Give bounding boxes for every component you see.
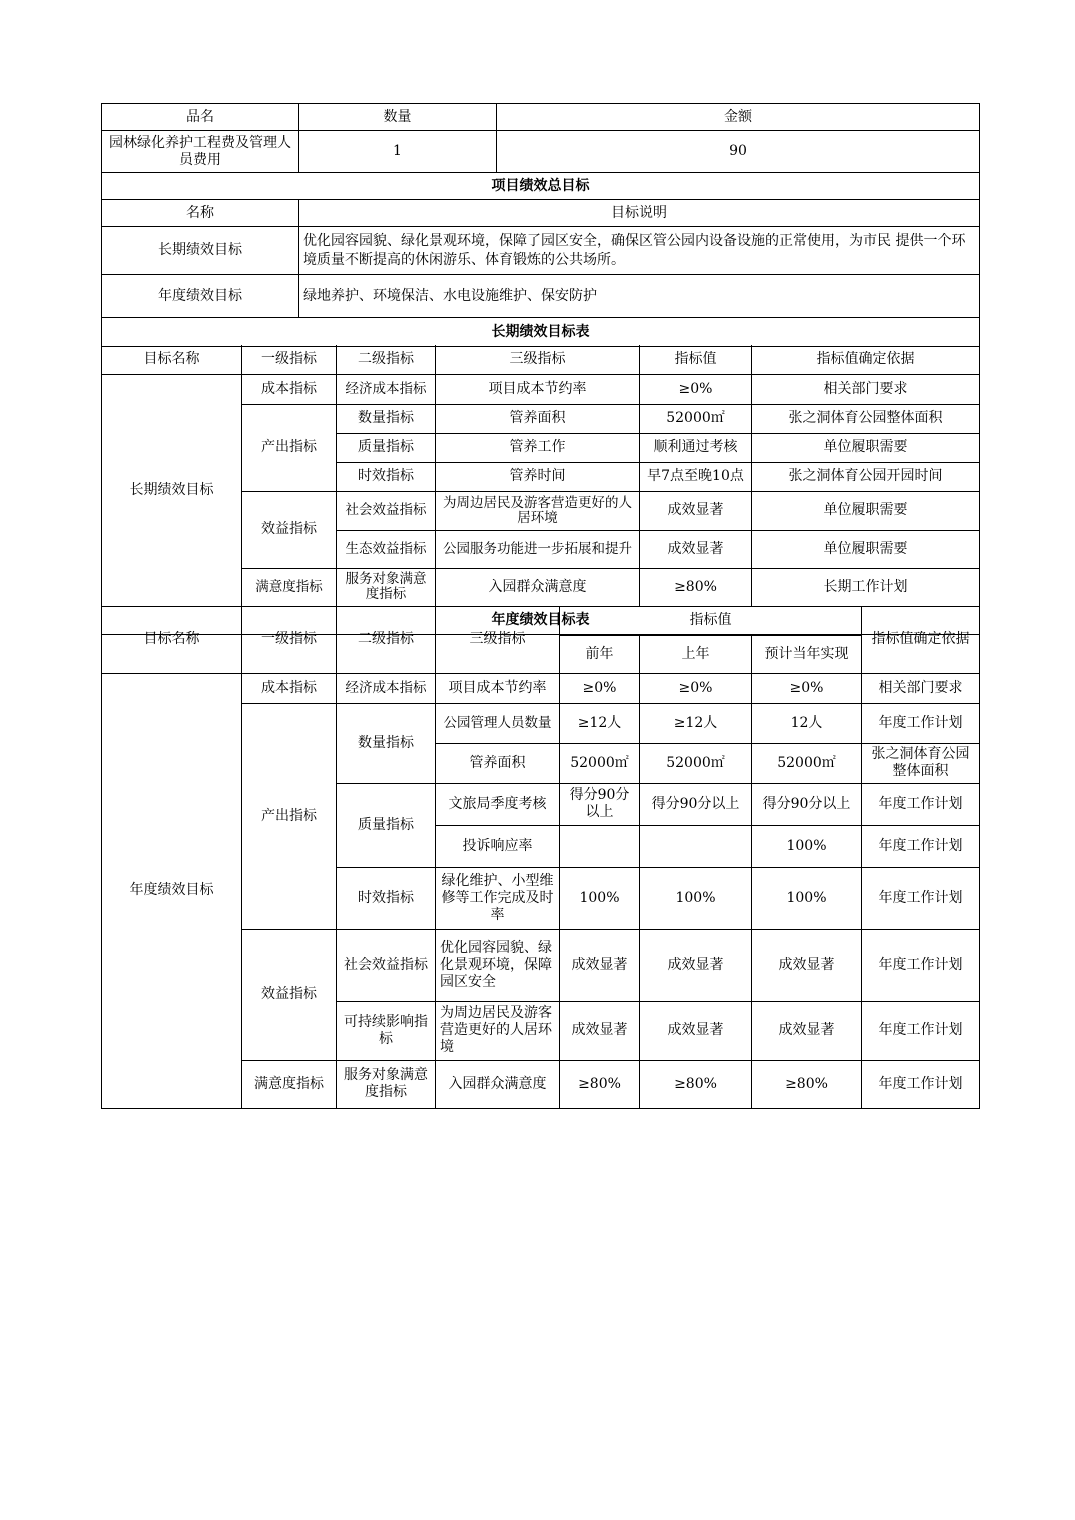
an-curr: 100% <box>752 825 862 867</box>
long-term-desc: 优化园容园貌、绿化景观环境，保障了园区安全，确保区管公园内设备设施的正常使用，为市民 提供一个环境质量不断提高的休闲游乐、体育锻炼的公共场所。 <box>299 227 980 275</box>
lt-value: 成效显著 <box>640 530 752 568</box>
overall-col-name: 名称 <box>102 200 299 227</box>
lt-level2: 生态效益指标 <box>337 530 436 568</box>
an-level3: 管养面积 <box>436 743 560 783</box>
an-last: 100% <box>640 867 752 929</box>
annual-desc: 绿地养护、环境保洁、水电设施维护、保安防护 <box>299 275 980 318</box>
lt-value: 52000㎡ <box>640 404 752 433</box>
an-level3: 入园群众满意度 <box>436 1060 560 1108</box>
lt-basis: 单位履职需要 <box>752 491 980 530</box>
overall-title: 项目绩效总目标 <box>102 173 980 200</box>
lt-level3: 管养时间 <box>436 462 640 491</box>
an-header-level1: 一级指标 <box>242 606 337 673</box>
lt-level2: 质量指标 <box>337 433 436 462</box>
item-name: 园林绿化养护工程费及管理人员费用 <box>102 131 299 173</box>
an-curr: 12人 <box>752 703 862 743</box>
an-curr: ≥0% <box>752 673 862 703</box>
an-level1-cost: 成本指标 <box>242 673 337 703</box>
annual-label: 年度绩效目标 <box>102 275 299 318</box>
lt-level3: 公园服务功能进一步拓展和提升 <box>436 530 640 568</box>
an-last: 52000㎡ <box>640 743 752 783</box>
lt-level1-satisfaction: 满意度指标 <box>242 568 337 606</box>
item-quantity: 1 <box>299 131 497 173</box>
an-last: ≥0% <box>640 673 752 703</box>
lt-value: 早7点至晚10点 <box>640 462 752 491</box>
lt-level2: 时效指标 <box>337 462 436 491</box>
an-level2-timeliness: 时效指标 <box>337 867 436 929</box>
lt-basis: 长期工作计划 <box>752 568 980 606</box>
an-prev: ≥12人 <box>560 703 640 743</box>
an-curr: 100% <box>752 867 862 929</box>
an-level2-quality: 质量指标 <box>337 783 436 867</box>
lt-level2: 经济成本指标 <box>337 374 436 404</box>
an-curr: 得分90分以上 <box>752 783 862 825</box>
an-level3: 为周边居民及游客营造更好的人居环境 <box>436 1001 560 1060</box>
an-header-level2: 二级指标 <box>337 606 436 673</box>
lt-basis: 相关部门要求 <box>752 374 980 404</box>
an-prev: 成效显著 <box>560 929 640 1001</box>
an-basis: 年度工作计划 <box>862 867 980 929</box>
an-level2-sustainable: 可持续影响指标 <box>337 1001 436 1060</box>
an-basis: 张之洞体育公园整体面积 <box>862 743 980 783</box>
an-header-target: 目标名称 <box>102 606 242 673</box>
lt-basis: 张之洞体育公园开园时间 <box>752 462 980 491</box>
lt-header-target: 目标名称 <box>102 345 242 374</box>
lt-basis: 单位履职需要 <box>752 530 980 568</box>
an-level2-social: 社会效益指标 <box>337 929 436 1001</box>
an-level3: 公园管理人员数量 <box>436 703 560 743</box>
lt-header-level3: 三级指标 <box>436 345 640 374</box>
an-basis: 年度工作计划 <box>862 703 980 743</box>
lt-value: ≥80% <box>640 568 752 606</box>
an-curr: 成效显著 <box>752 1001 862 1060</box>
long-term-label: 长期绩效目标 <box>102 227 299 275</box>
summary-table <box>101 103 980 347</box>
lt-target-name: 长期绩效目标 <box>102 374 242 606</box>
an-level3: 投诉响应率 <box>436 825 560 867</box>
an-basis: 年度工作计划 <box>862 1060 980 1108</box>
lt-level3: 管养面积 <box>436 404 640 433</box>
lt-basis: 张之洞体育公园整体面积 <box>752 404 980 433</box>
an-header-current-year: 预计当年实现 <box>752 635 862 673</box>
an-header-last-year: 上年 <box>640 635 752 673</box>
an-basis: 年度工作计划 <box>862 1001 980 1060</box>
an-curr: 52000㎡ <box>752 743 862 783</box>
an-target-name: 年度绩效目标 <box>102 673 242 1108</box>
lt-level2: 数量指标 <box>337 404 436 433</box>
an-header-level3: 三级指标 <box>436 606 560 673</box>
lt-level3: 项目成本节约率 <box>436 374 640 404</box>
an-header-prev-year: 前年 <box>560 635 640 673</box>
annual-table-title: 年度绩效目标表 <box>102 606 980 634</box>
lt-value: 成效显著 <box>640 491 752 530</box>
an-last: 成效显著 <box>640 1001 752 1060</box>
an-last: 得分90分以上 <box>640 783 752 825</box>
an-level3: 绿化维护、小型维修等工作完成及时率 <box>436 867 560 929</box>
header-amount: 金额 <box>497 104 980 131</box>
an-basis: 年度工作计划 <box>862 929 980 1001</box>
an-basis: 相关部门要求 <box>862 673 980 703</box>
an-last: ≥12人 <box>640 703 752 743</box>
an-level2-cost: 经济成本指标 <box>337 673 436 703</box>
an-level3: 项目成本节约率 <box>436 673 560 703</box>
an-curr: ≥80% <box>752 1060 862 1108</box>
an-prev: ≥0% <box>560 673 640 703</box>
lt-level1-output: 产出指标 <box>242 404 337 491</box>
lt-level1-benefit: 效益指标 <box>242 491 337 568</box>
header-item-name: 品名 <box>102 104 299 131</box>
lt-value: ≥0% <box>640 374 752 404</box>
lt-header-level1: 一级指标 <box>242 345 337 374</box>
lt-level1-cost: 成本指标 <box>242 374 337 404</box>
an-prev: 52000㎡ <box>560 743 640 783</box>
lt-level3: 入园群众满意度 <box>436 568 640 606</box>
an-prev: ≥80% <box>560 1060 640 1108</box>
an-header-value: 指标值 <box>560 606 862 635</box>
overall-col-desc: 目标说明 <box>299 200 980 227</box>
lt-level2: 服务对象满意度指标 <box>337 568 436 606</box>
an-level1-output: 产出指标 <box>242 703 337 929</box>
an-header-basis: 指标值确定依据 <box>862 606 980 673</box>
an-level1-satisfaction: 满意度指标 <box>242 1060 337 1108</box>
an-level3: 文旅局季度考核 <box>436 783 560 825</box>
annual-table <box>101 606 980 1109</box>
lt-header-level2: 二级指标 <box>337 345 436 374</box>
an-prev <box>560 825 640 867</box>
an-level1-benefit: 效益指标 <box>242 929 337 1060</box>
long-term-table <box>101 345 980 635</box>
an-prev: 成效显著 <box>560 1001 640 1060</box>
an-level2-satisfaction: 服务对象满意度指标 <box>337 1060 436 1108</box>
lt-basis: 单位履职需要 <box>752 433 980 462</box>
an-last: 成效显著 <box>640 929 752 1001</box>
lt-level3: 为周边居民及游客营造更好的人居环境 <box>436 491 640 530</box>
lt-header-value: 指标值 <box>640 345 752 374</box>
an-last <box>640 825 752 867</box>
item-amount: 90 <box>497 131 980 173</box>
an-level2-quantity: 数量指标 <box>337 703 436 783</box>
an-prev: 得分90分以上 <box>560 783 640 825</box>
an-curr: 成效显著 <box>752 929 862 1001</box>
an-basis: 年度工作计划 <box>862 783 980 825</box>
lt-level2: 社会效益指标 <box>337 491 436 530</box>
an-last: ≥80% <box>640 1060 752 1108</box>
an-level3: 优化园容园貌、绿化景观环境，保障园区安全 <box>436 929 560 1001</box>
long-term-table-title: 长期绩效目标表 <box>102 318 980 347</box>
lt-header-basis: 指标值确定依据 <box>752 345 980 374</box>
an-prev: 100% <box>560 867 640 929</box>
header-quantity: 数量 <box>299 104 497 131</box>
an-basis: 年度工作计划 <box>862 825 980 867</box>
lt-level3: 管养工作 <box>436 433 640 462</box>
lt-value: 顺利通过考核 <box>640 433 752 462</box>
